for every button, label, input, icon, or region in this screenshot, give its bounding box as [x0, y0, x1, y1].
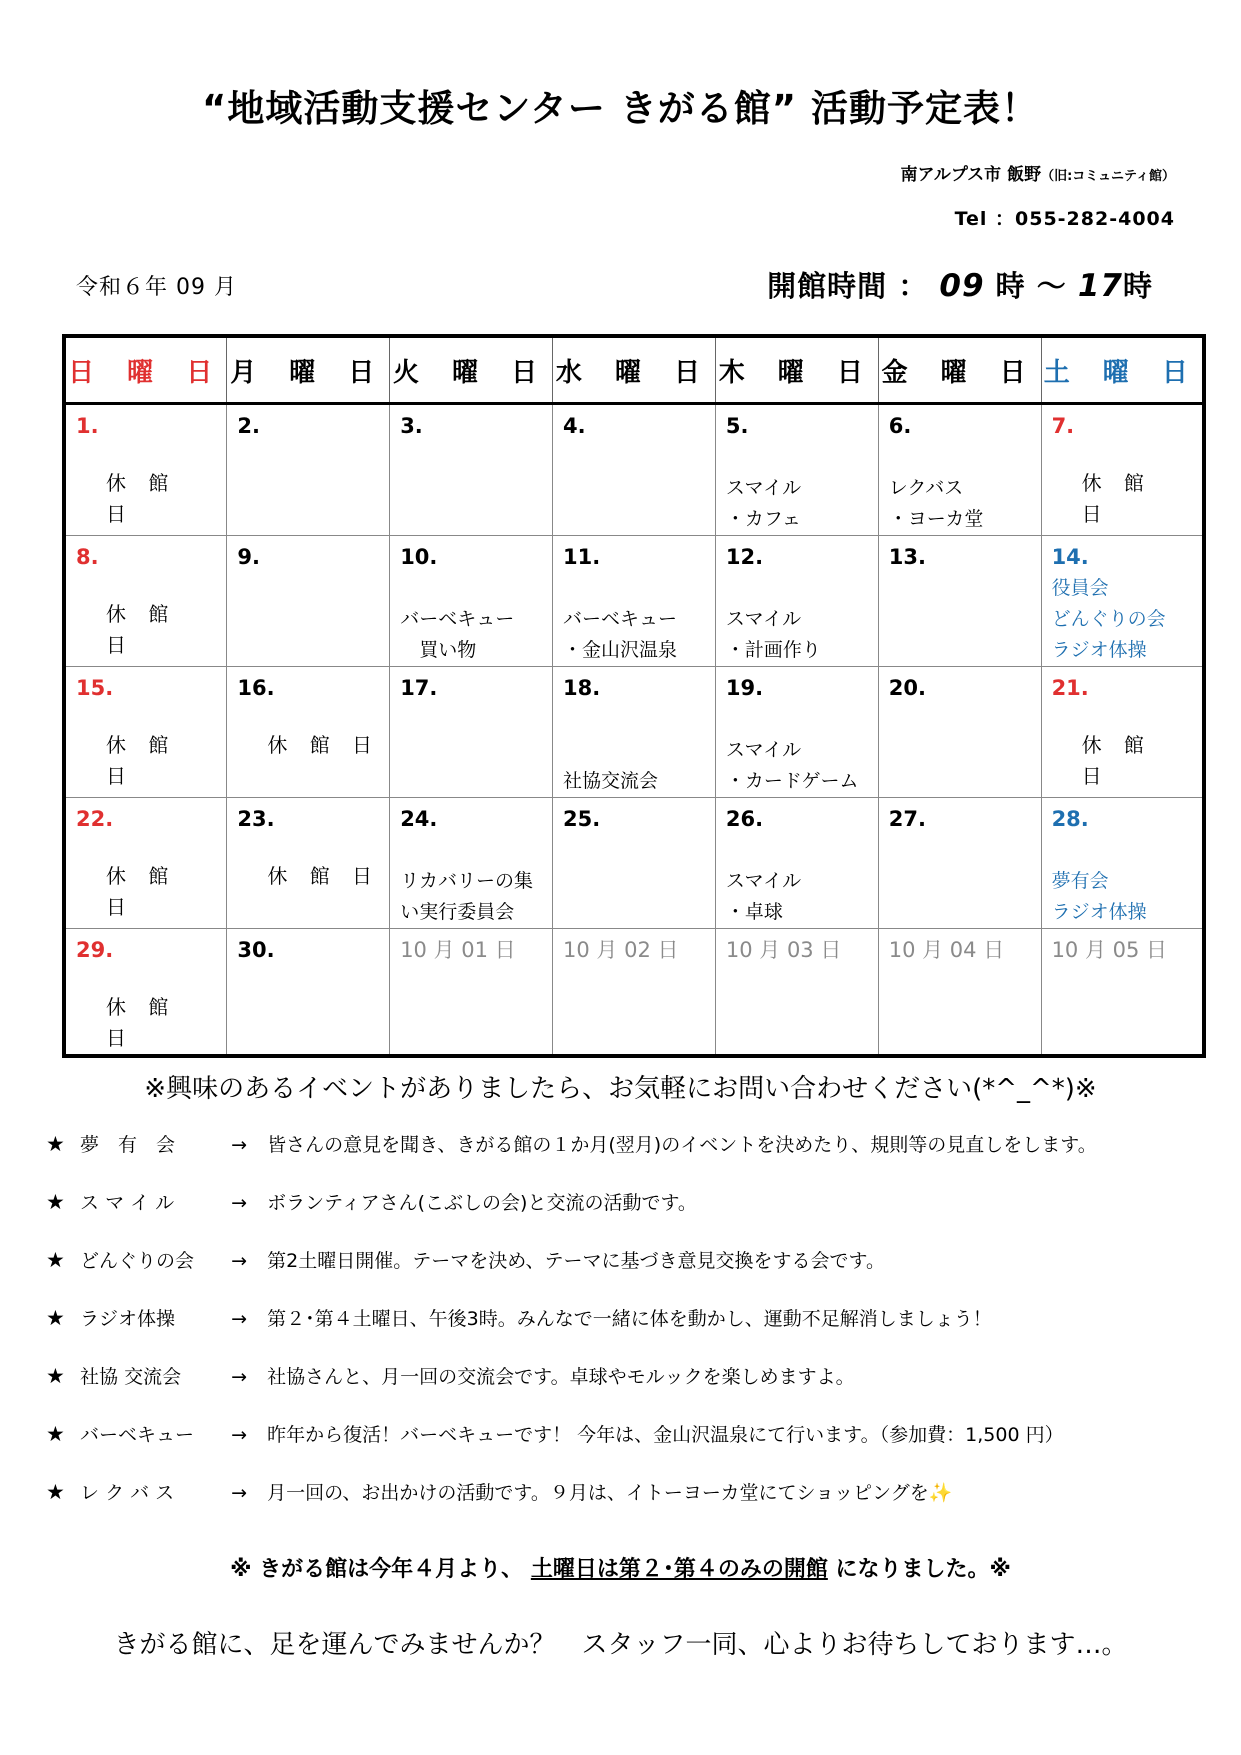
calendar-day-cell — [878, 404, 1041, 536]
calendar-day-cell — [715, 404, 878, 536]
day-number: 21. — [1051, 676, 1089, 700]
notice-prefix: ※ きがる館は今年４月より、 — [230, 1557, 524, 1582]
day-number: 10 月 02 日 — [563, 938, 679, 962]
arrow-icon: → — [231, 1250, 248, 1272]
legend-row — [46, 1246, 1226, 1304]
weekday-monday: 月 曜 日 — [227, 336, 390, 404]
hours-close: 17 — [1077, 268, 1123, 304]
legend-description: 第２･第４土曜日、午後3時。みんなで一緒に体を動かし、運動不足解消しましょう！ — [267, 1308, 992, 1330]
event-text: ラジオ体操 — [1051, 639, 1147, 661]
closed-label: 休 館 日 — [1081, 733, 1152, 788]
day-number: 3. — [400, 414, 423, 438]
event-text — [726, 704, 870, 735]
calendar-week-row — [64, 667, 1204, 798]
legend-term: レ ク バ ス — [80, 1482, 175, 1504]
legend-row — [46, 1304, 1226, 1362]
legend-description: 皆さんの意見を聞き、きがる館の１か月(翌月)のイベントを決めたり、規則等の見直しをします。 — [267, 1134, 1097, 1156]
day-number: 15. — [76, 676, 114, 700]
calendar-day-cell — [715, 667, 878, 798]
calendar-day-cell — [553, 667, 716, 798]
legend-row — [46, 1188, 1226, 1246]
event-text — [400, 573, 544, 604]
weekday-wednesday: 水 曜 日 — [553, 336, 716, 404]
day-number: 7. — [1051, 414, 1075, 438]
notice-suffix: になりました。※ — [835, 1557, 1011, 1582]
calendar-day-cell — [715, 798, 878, 929]
hours-suffix: 時 — [1122, 269, 1153, 303]
calendar-day-cell — [227, 404, 390, 536]
calendar-day-cell — [390, 536, 553, 667]
event-text: ・計画作り — [725, 639, 821, 661]
closed-label: 休 館 日 — [106, 471, 177, 526]
day-number: 10 月 01 日 — [400, 938, 516, 962]
event-text: バーベキュー — [563, 608, 678, 630]
day-number: 10 月 03 日 — [725, 938, 842, 962]
calendar-day-cell — [390, 798, 553, 929]
day-number: 10. — [400, 545, 438, 569]
calendar-day-cell — [715, 536, 878, 667]
hours-label: 開館時間 ： — [767, 269, 929, 303]
notice-underlined: 土曜日は第２･第４のみの開館 — [530, 1557, 828, 1582]
calendar-day-cell — [553, 929, 716, 1057]
day-number: 26. — [725, 807, 764, 831]
day-number: 17. — [400, 676, 438, 700]
event-text: ラジオ体操 — [1051, 901, 1147, 923]
event-text — [563, 704, 707, 735]
legend-description: 月一回の、お出かけの活動です。９月は、イトーヨーカ堂にてショッピングを — [267, 1482, 929, 1504]
opening-hours — [767, 264, 1153, 305]
day-number: 28. — [1051, 807, 1089, 831]
legend-term: バーベキュー — [80, 1424, 195, 1446]
star-icon: ★ — [46, 1480, 65, 1504]
calendar-day-cell — [64, 536, 227, 667]
star-icon: ★ — [46, 1190, 65, 1214]
calendar-week-row — [64, 404, 1204, 536]
legend-row — [46, 1478, 1226, 1536]
closing-message: きがる館に、足を運んでみませんか？ スタッフ一同、心よりお待ちしております…。 — [113, 1630, 1128, 1660]
calendar-day-cell — [64, 404, 227, 536]
event-text: 社協交流会 — [563, 770, 659, 792]
closed-label: 休 館 日 — [1081, 471, 1152, 526]
day-number: 18. — [563, 676, 601, 700]
star-icon: ★ — [46, 1422, 65, 1446]
arrow-icon: → — [231, 1366, 248, 1388]
day-number: 20. — [888, 676, 926, 700]
calendar-day-cell — [64, 667, 227, 798]
day-number: 30. — [237, 938, 275, 962]
calendar-day-cell — [553, 798, 716, 929]
calendar-day-cell — [1041, 929, 1204, 1057]
event-text — [563, 573, 707, 604]
weekday-tuesday: 火 曜 日 — [390, 336, 553, 404]
day-number: 16. — [237, 676, 275, 700]
calendar-day-cell — [227, 929, 390, 1057]
hours-separator: 時 ～ — [995, 269, 1067, 303]
arrow-icon: → — [231, 1192, 248, 1214]
star-icon: ★ — [46, 1132, 65, 1156]
legend-term: ス マ イ ル — [80, 1192, 175, 1214]
calendar-day-cell — [227, 798, 390, 929]
event-text: ・金山沢温泉 — [563, 639, 678, 661]
closed-label: 休 館 日 — [267, 733, 381, 757]
legend-term: ラジオ体操 — [80, 1308, 176, 1330]
event-legend — [46, 1130, 1226, 1536]
event-text: 夢有会 — [1051, 870, 1109, 892]
arrow-icon: → — [231, 1482, 248, 1504]
day-number: 10 月 04 日 — [888, 938, 1005, 962]
event-text — [563, 735, 707, 766]
day-number: 13. — [888, 545, 926, 569]
day-number: 8. — [76, 545, 99, 569]
legend-description: 社協さんと、月一回の交流会です。卓球やモルックを楽しめますよ。 — [267, 1366, 855, 1388]
calendar-day-cell — [715, 929, 878, 1057]
closed-label: 休 館 日 — [106, 864, 177, 919]
weekday-sunday: 日 曜 日 — [64, 336, 227, 404]
sparkle-icon: ✨ — [928, 1482, 953, 1504]
event-text — [726, 442, 870, 473]
calendar-week-row — [64, 929, 1204, 1057]
weekday-header-row — [64, 336, 1204, 404]
calendar-day-cell — [553, 536, 716, 667]
day-number: 27. — [888, 807, 926, 831]
legend-description: 第2土曜日開催。テーマを決め、テーマに基づき意見交換をする会です。 — [267, 1250, 885, 1272]
saturday-notice — [0, 1552, 1241, 1583]
day-number: 5. — [725, 414, 749, 438]
calendar-day-cell — [1041, 536, 1204, 667]
event-text — [726, 573, 870, 604]
calendar-day-cell — [878, 929, 1041, 1057]
event-text: どんぐりの会 — [1051, 608, 1166, 630]
address-text: 南アルプス市 飯野 — [900, 165, 1042, 185]
event-text: スマイル — [725, 608, 802, 630]
calendar-week-row — [64, 536, 1204, 667]
calendar-day-cell — [878, 798, 1041, 929]
star-icon: ★ — [46, 1364, 65, 1388]
weekday-saturday: 土 曜 日 — [1041, 336, 1204, 404]
calendar-day-cell — [553, 404, 716, 536]
activity-calendar — [62, 334, 1206, 1058]
calendar-body — [64, 404, 1204, 1057]
closed-label: 休 館 日 — [106, 995, 177, 1050]
event-text: スマイル — [725, 477, 802, 499]
hours-open: 09 — [939, 268, 985, 304]
calendar-day-cell — [878, 536, 1041, 667]
address-note: （旧:コミュニティ館） — [1041, 169, 1175, 184]
event-text: ・カフェ — [725, 508, 801, 530]
year-month: 令和６年 09 月 — [76, 275, 237, 300]
event-text: ・カードゲーム — [725, 770, 859, 792]
event-text: い実行委員会 — [400, 901, 515, 923]
day-number: 14. — [1051, 545, 1089, 569]
legend-term: 夢 有 会 — [80, 1134, 176, 1156]
event-text — [400, 835, 544, 866]
closed-label: 休 館 日 — [106, 602, 177, 657]
closed-label: 休 館 日 — [106, 733, 177, 788]
weekday-friday: 金 曜 日 — [878, 336, 1041, 404]
day-number: 2. — [237, 414, 260, 438]
event-text: 役員会 — [1051, 577, 1109, 599]
calendar-day-cell — [227, 667, 390, 798]
closed-label: 休 館 日 — [267, 864, 381, 888]
event-text: リカバリーの集 — [400, 870, 533, 892]
calendar-day-cell — [390, 404, 553, 536]
calendar-day-cell — [878, 667, 1041, 798]
calendar-day-cell — [64, 929, 227, 1057]
page-title: “地域活動支援センター きがる館” 活動予定表！ — [202, 87, 1039, 130]
event-text: バーベキュー — [400, 608, 515, 630]
day-number: 6. — [888, 414, 912, 438]
address — [901, 160, 1175, 185]
calendar-day-cell — [227, 536, 390, 667]
calendar-day-cell — [1041, 798, 1204, 929]
arrow-icon: → — [231, 1134, 248, 1156]
event-text — [889, 442, 1033, 473]
day-number: 19. — [725, 676, 764, 700]
legend-row — [46, 1420, 1226, 1478]
legend-description: 昨年から復活！バーベキューです！ 今年は、金山沢温泉にて行います。（参加費：1,500 円） — [267, 1424, 1064, 1446]
event-text — [726, 835, 870, 866]
arrow-icon: → — [231, 1308, 248, 1330]
day-number: 25. — [563, 807, 601, 831]
event-text: ・卓球 — [725, 901, 783, 923]
legend-row — [46, 1130, 1226, 1188]
calendar-day-cell — [64, 798, 227, 929]
legend-term: どんぐりの会 — [80, 1250, 195, 1272]
weekday-thursday: 木 曜 日 — [715, 336, 878, 404]
calendar-day-cell — [1041, 667, 1204, 798]
event-text: スマイル — [725, 739, 802, 761]
day-number: 22. — [76, 807, 114, 831]
event-text: スマイル — [725, 870, 802, 892]
calendar-day-cell — [390, 667, 553, 798]
day-number: 1. — [76, 414, 99, 438]
calendar-week-row — [64, 798, 1204, 929]
legend-row — [46, 1362, 1226, 1420]
day-number: 11. — [563, 545, 601, 569]
day-number: 10 月 05 日 — [1051, 938, 1168, 962]
star-icon: ★ — [46, 1248, 65, 1272]
event-text: ・ヨーカ堂 — [888, 508, 984, 530]
day-number: 29. — [76, 938, 114, 962]
calendar-day-cell — [1041, 404, 1204, 536]
arrow-icon: → — [231, 1424, 248, 1446]
day-number: 4. — [563, 414, 586, 438]
star-icon: ★ — [46, 1306, 65, 1330]
day-number: 24. — [400, 807, 438, 831]
day-number: 9. — [237, 545, 260, 569]
calendar-day-cell — [390, 929, 553, 1057]
event-text — [1052, 835, 1194, 866]
day-number: 12. — [725, 545, 764, 569]
event-text: レクバス — [888, 477, 964, 499]
interest-line: ※興味のあるイベントがありましたら、お気軽にお問い合わせください(*^_^*)※ — [144, 1074, 1097, 1104]
telephone: Tel ：055-282-4004 — [954, 208, 1175, 230]
event-text: 買い物 — [400, 639, 477, 661]
legend-term: 社協 交流会 — [80, 1366, 182, 1388]
day-number: 23. — [237, 807, 275, 831]
legend-description: ボランティアさん(こぶしの会)と交流の活動です。 — [267, 1192, 697, 1214]
